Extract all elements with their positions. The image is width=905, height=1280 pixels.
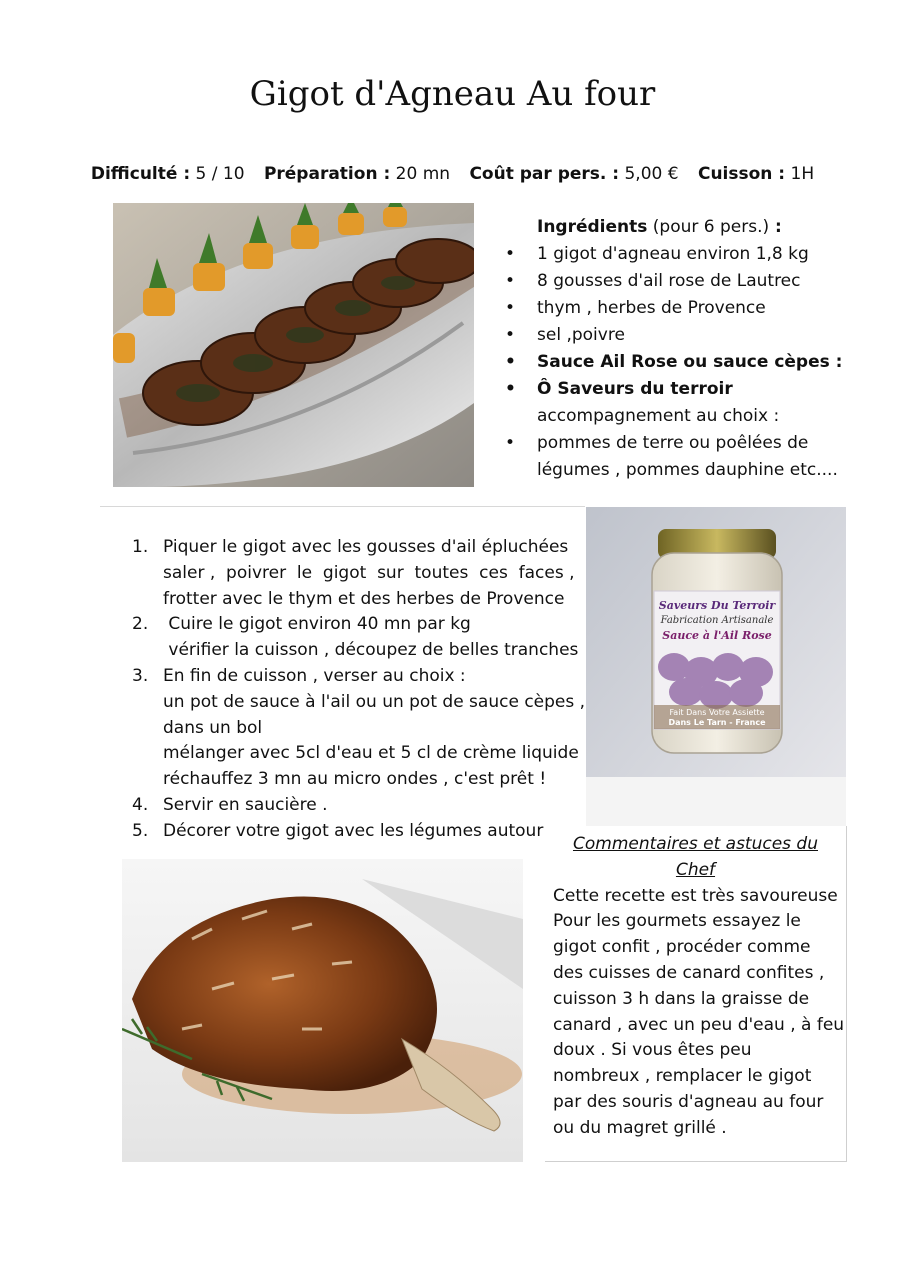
step-line: saler , poivrer le gigot sur toutes ces faces , xyxy=(163,562,575,583)
ingredients-header xyxy=(505,214,895,241)
difficulty-label: Difficulté : xyxy=(90,164,191,184)
chef-tips-heading-line: Chef xyxy=(675,859,716,880)
jar-label-product: Sauce à l'Ail Rose xyxy=(662,629,772,642)
step-number: 1. xyxy=(132,537,149,557)
list-item: • sel ,poivre xyxy=(505,322,895,349)
step-item xyxy=(132,793,592,819)
chef-tips-line: canard , avec un peu d'eau , à feu xyxy=(553,1014,845,1035)
section-divider xyxy=(100,506,585,507)
ingredients-heading: Ingrédients xyxy=(537,217,648,237)
step-item xyxy=(132,535,592,612)
ingredients-serving: (pour 6 pers.) xyxy=(652,217,770,237)
list-item: • pommes de terre ou poêlées de xyxy=(505,430,895,457)
chef-tips-line: cuisson 3 h dans la graisse de xyxy=(553,988,810,1009)
chef-tips-line: des cuisses de canard confites , xyxy=(553,962,825,983)
cost-label: Coût par pers. : xyxy=(469,164,620,184)
ingredients-list xyxy=(505,241,895,484)
step-line: Servir en saucière . xyxy=(163,794,328,815)
sliced-roast-photo xyxy=(113,203,474,487)
list-item: • 8 gousses d'ail rose de Lautrec xyxy=(505,268,895,295)
list-item: • 1 gigot d'agneau environ 1,8 kg xyxy=(505,241,895,268)
list-item: • Sauce Ail Rose ou sauce cèpes : xyxy=(505,349,895,376)
step-line: réchauffez 3 mn au micro ondes , c'est prêt ! xyxy=(163,769,547,790)
step-line: En fin de cuisson , verser au choix : xyxy=(163,665,466,686)
chef-tips-body xyxy=(545,884,846,1142)
list-item: • Ô Saveurs du terroir xyxy=(505,376,895,403)
recipe-meta xyxy=(0,164,905,184)
list-item: légumes , pommes dauphine etc.... xyxy=(537,460,838,480)
chef-tips-line: doux . Si vous êtes peu xyxy=(553,1040,752,1061)
list-item: • thym , herbes de Provence xyxy=(505,295,895,322)
jar-label-tagline: Fait Dans Votre Assiette xyxy=(669,708,765,717)
chef-tips-heading xyxy=(545,826,846,884)
chef-tips-line: gigot confit , procéder comme xyxy=(553,937,811,958)
step-item xyxy=(132,612,592,664)
step-item xyxy=(132,819,592,845)
ingredients-colon: : xyxy=(769,217,782,237)
step-line: dans un bol xyxy=(163,717,263,738)
roast-leg-photo xyxy=(122,859,523,1162)
chef-tips-heading-line: Commentaires et astuces du xyxy=(572,834,818,854)
step-number: 3. xyxy=(132,665,149,686)
step-line: Décorer votre gigot avec les légumes autour xyxy=(163,820,544,841)
recipe-title: Gigot d'Agneau Au four xyxy=(249,74,656,114)
prep-label: Préparation : xyxy=(263,164,391,184)
sauce-jar-photo xyxy=(586,507,846,826)
cook-label: Cuisson : xyxy=(697,164,786,184)
step-line: Cuire le gigot environ 40 mn par kg xyxy=(163,614,471,635)
step-item xyxy=(132,664,592,793)
cook-value: 1H xyxy=(790,164,815,184)
step-line: vérifier la cuisson , découpez de belles tranches xyxy=(163,640,579,661)
steps-list xyxy=(132,535,592,845)
jar-label-brand: Saveurs Du Terroir xyxy=(658,599,776,612)
step-number: 2. xyxy=(132,614,149,635)
chef-tips-box xyxy=(545,826,847,1162)
step-number: 4. xyxy=(132,794,149,815)
chef-tips-line: ou du magret grillé . xyxy=(553,1117,727,1138)
step-line: Piquer le gigot avec les gousses d'ail épluchées xyxy=(163,537,569,557)
step-line: mélanger avec 5cl d'eau et 5 cl de crème liquide xyxy=(163,743,579,764)
step-line: frotter avec le thym et des herbes de Provence xyxy=(163,588,565,609)
list-item: accompagnement au choix : xyxy=(537,406,780,426)
step-line: un pot de sauce à l'ail ou un pot de sauce cèpes , xyxy=(163,691,586,712)
jar-label-origin: Dans Le Tarn - France xyxy=(668,718,766,727)
chef-tips-line: Pour les gourmets essayez le xyxy=(553,911,801,932)
prep-value: 20 mn xyxy=(395,164,451,184)
ingredients-section xyxy=(505,214,895,484)
chef-tips-line: nombreux , remplacer le gigot xyxy=(553,1066,812,1087)
step-number: 5. xyxy=(132,820,149,841)
jar-label-subtitle: Fabrication Artisanale xyxy=(660,615,774,626)
chef-tips-line: par des souris d'agneau au four xyxy=(553,1091,824,1112)
chef-tips-line: Cette recette est très savoureuse xyxy=(553,885,838,906)
cost-value: 5,00 € xyxy=(624,164,679,184)
difficulty-value: 5 / 10 xyxy=(195,164,245,184)
